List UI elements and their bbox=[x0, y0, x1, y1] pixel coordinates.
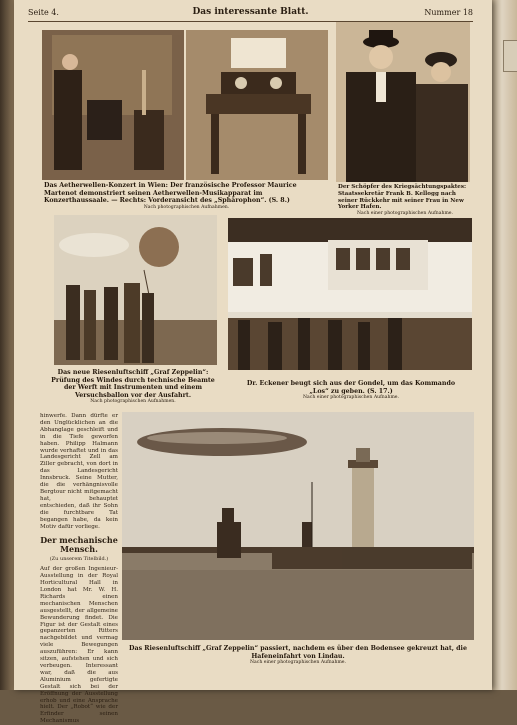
photo-wind-test-balloon bbox=[54, 215, 217, 365]
credit-wind-test: Nach photographischen Aufnahmen. bbox=[90, 399, 176, 405]
article-column bbox=[40, 413, 118, 725]
photo-eckener-gondola bbox=[228, 218, 472, 370]
caption-kellogg: Der Schöpfer des Kriegsächtungspaktes: Staatssekretär Frank B. Kellogg nach seiner Rückkehr mit seiner Frau in New Yorker Hafen. Nach einer photographischen Aufnahme. bbox=[338, 184, 472, 217]
article-heading: Der mechanische Mensch. bbox=[40, 535, 118, 555]
photo-sphaerophon bbox=[186, 30, 328, 180]
credit-kellogg: Nach einer photographischen Aufnahme. bbox=[357, 211, 453, 217]
photo-kellogg-couple bbox=[336, 22, 470, 182]
credit-concert: Nach photographischen Aufnahmen. bbox=[143, 204, 230, 210]
credit-lindau: Nach einer photographischen Aufnahme. bbox=[250, 660, 346, 666]
page-tab bbox=[503, 40, 517, 72]
next-pages-edge bbox=[492, 0, 517, 690]
credit-eckener: Nach einer photographischen Aufnahme. bbox=[303, 395, 399, 401]
issue-number: Nummer 18 bbox=[424, 8, 473, 17]
caption-eckener: Dr. Eckener beugt sich aus der Gondel, um das Kommando „Los“ zu geben. (S. 17.) Nach einer photographischen Aufnahme. bbox=[246, 380, 456, 401]
page-number: Seite 4. bbox=[28, 8, 59, 17]
photo-concert-performer bbox=[42, 30, 184, 180]
book-spine-shadow bbox=[0, 0, 14, 690]
caption-lindau: Das Riesenluftschiff „Graf Zeppelin“ passiert, nachdem es über den Bodensee gekreuzt hat, die Hafeneinfahrt von Lindau. Nach einer photographischen Aufnahme. bbox=[122, 645, 474, 666]
caption-concert: Das Aetherwellen-Konzert in Wien: Der französische Professor Maurice Martenot demonstriert seinen Aetherwellen-Musikapparat im Konzerthaussaale. — Rechts: Vorderansicht des „Sphärophon“. (S. 8.) Nach photographischen Aufnahmen. bbox=[44, 182, 329, 211]
publication-title: Das interessante Blatt. bbox=[192, 7, 309, 17]
article-body: Auf der großen Ingenieur-Ausstellung in der Royal Horticultural Hall in London hat Mr. W. H. Richards einen mechanischen Menschen ausgestellt, der allgemeine Bewunderung findet. Die Figur ist der Gestalt eines gepanzerten Ritters nachgebildet und vermag viele Bewegungen auszuführen: Er kann sitzen, aufstehen und sich verbeugen. Interessant war, daß die aus Aluminium gefertigte Gestalt sich bei der Eröffnung der Ausstellung erhob und eine Ansprache hielt. Der „Robot“ wie der Erfinder seinen Mechanismus bbox=[40, 566, 118, 725]
article-intro: hinwerfe. Dann dürfte er den Unglücklichen an die Abhanglage geschleift und in die Tiefe geworfen haben. Philipp Halmann wurde verhaftet und in das Landesgericht Zell am Ziller gebracht, von dort in das Landesgericht Innsbruck. Seine Mutter, die die verhängnisvolle Bergtour nicht mitgemacht hat, behauptet entschieden, daß ihr Sohn die furchtbare Tat begangen habe, da kein Motiv dafür vorliege. bbox=[40, 413, 118, 530]
article-subheading: (Zu unserem Titelbild.) bbox=[49, 556, 109, 563]
page-header bbox=[28, 6, 473, 20]
caption-wind-test: Das neue Riesenluftschiff „Graf Zeppelin“: Prüfung des Windes durch technische Beamte der Werft mit Instrumenten und einem Versuchsballon vor der Ausfahrt. Nach photographischen Aufnahmen. bbox=[48, 369, 218, 405]
photo-zeppelin-lindau bbox=[122, 412, 474, 640]
